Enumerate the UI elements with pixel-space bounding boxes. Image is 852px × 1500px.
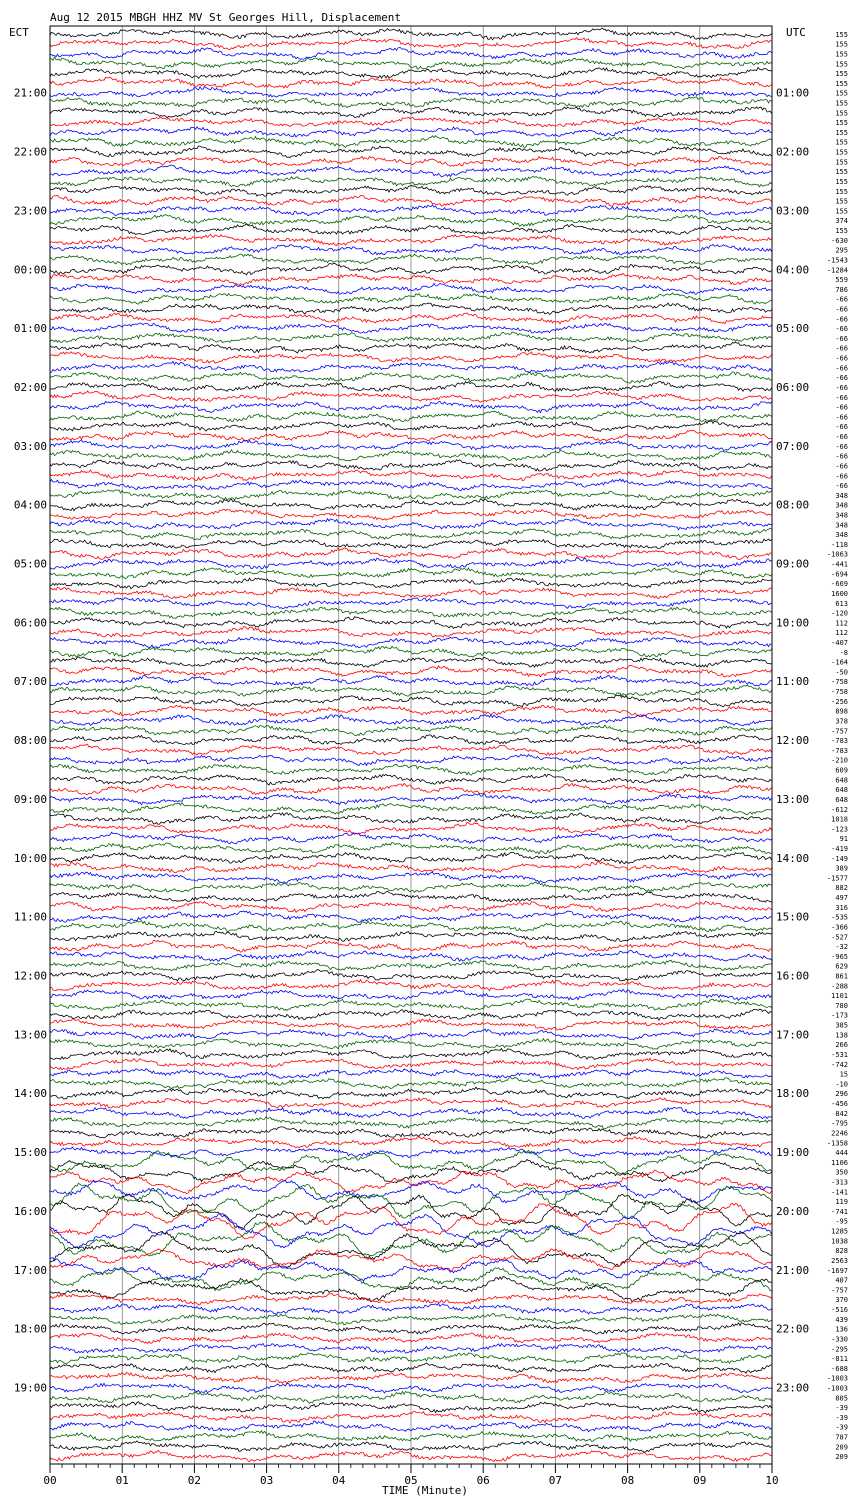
trace-offset-label: -516: [831, 1306, 848, 1315]
trace-offset-label: -407: [831, 639, 848, 648]
trace-offset-label: 155: [835, 138, 848, 147]
left-hour-label: 00:00: [13, 263, 47, 277]
trace-offset-label: 861: [835, 972, 848, 981]
trace-offset-label: -95: [835, 1217, 848, 1226]
trace-offset-label: -32: [835, 943, 848, 952]
left-hour-label: 23:00: [13, 204, 47, 218]
x-axis-label: TIME (Minute): [381, 1484, 469, 1497]
trace-offset-label: -66: [835, 433, 848, 442]
left-hour-label: 19:00: [13, 1381, 47, 1395]
x-tick-label: 03: [259, 1474, 274, 1487]
trace-offset-label: 138: [835, 1031, 848, 1040]
trace-offset-label: 296: [835, 1090, 848, 1099]
trace-offset-label: 266: [835, 1041, 848, 1050]
trace-offset-label: 136: [835, 1325, 848, 1334]
trace-offset-label: 787: [835, 1433, 848, 1442]
left-timezone-label: ECT: [9, 26, 29, 39]
trace-offset-label: 407: [835, 1276, 848, 1285]
trace-offset-label: -66: [835, 383, 848, 392]
trace-offset-label: -256: [831, 697, 848, 706]
trace-offset-label: -8: [839, 648, 848, 657]
left-hour-label: 14:00: [13, 1087, 47, 1101]
trace-offset-label: 805: [835, 1394, 848, 1403]
right-hour-label: 20:00: [776, 1204, 810, 1218]
trace-offset-label: 370: [835, 1296, 848, 1305]
trace-offset-label: -66: [835, 393, 848, 402]
trace-offset-label: 348: [835, 531, 848, 540]
trace-offset-label: 1106: [831, 1158, 848, 1167]
trace-offset-label: -210: [831, 756, 848, 765]
trace-offset-label: -118: [831, 540, 848, 549]
trace-offset-label: -1358: [826, 1139, 848, 1148]
trace-offset-label: -441: [831, 560, 848, 569]
trace-offset-label: -295: [831, 1345, 848, 1354]
trace-offset-label: 648: [835, 786, 848, 795]
trace-offset-label: 350: [835, 1168, 848, 1177]
trace-offset-label: 348: [835, 501, 848, 510]
trace-offset-label: 15: [839, 1070, 848, 1079]
trace-offset-label: -66: [835, 364, 848, 373]
x-tick-label: 06: [476, 1474, 490, 1487]
trace-offset-label: -741: [831, 1207, 848, 1216]
trace-offset-label: 348: [835, 511, 848, 520]
left-hour-label: 17:00: [13, 1263, 47, 1277]
right-hour-label: 09:00: [776, 557, 810, 571]
trace-offset-label: 1018: [831, 815, 848, 824]
trace-offset-label: -66: [835, 442, 848, 451]
trace-offset-label: -66: [835, 423, 848, 432]
left-hour-label: 02:00: [13, 380, 47, 394]
trace-offset-label: 609: [835, 766, 848, 775]
trace-offset-label: 112: [835, 619, 848, 628]
trace-offset-label: -50: [835, 668, 848, 677]
trace-offset-label: -66: [835, 305, 848, 314]
trace-offset-label: 385: [835, 1021, 848, 1030]
trace-offset-label: -669: [831, 580, 848, 589]
trace-offset-label: 378: [835, 717, 848, 726]
trace-offset-label: 559: [835, 276, 848, 285]
left-hour-label: 18:00: [13, 1322, 47, 1336]
x-tick-label: 00: [43, 1474, 57, 1487]
trace-offset-label: -456: [831, 1100, 848, 1109]
trace-offset-label: 295: [835, 246, 848, 255]
right-hour-label: 13:00: [776, 792, 810, 806]
trace-offset-label: 155: [835, 197, 848, 206]
trace-offset-label: 209: [835, 1443, 848, 1452]
trace-offset-label: 2246: [831, 1129, 848, 1138]
left-hour-label: 01:00: [13, 322, 47, 336]
trace-offset-label: -123: [831, 825, 848, 834]
right-hour-label: 21:00: [776, 1263, 810, 1277]
trace-offset-label: 898: [835, 707, 848, 716]
trace-offset-label: -535: [831, 913, 848, 922]
trace-offset-label: 348: [835, 521, 848, 530]
trace-offset-label: -531: [831, 1050, 848, 1059]
right-hour-label: 01:00: [776, 86, 810, 100]
left-hour-label: 09:00: [13, 792, 47, 806]
trace-offset-label: -795: [831, 1119, 848, 1128]
trace-offset-label: 882: [835, 884, 848, 893]
trace-offset-label: -66: [835, 452, 848, 461]
right-hour-label: 05:00: [776, 322, 810, 336]
left-hour-label: 07:00: [13, 675, 47, 689]
x-tick-label: 07: [548, 1474, 563, 1487]
trace-offset-label: -66: [835, 413, 848, 422]
trace-offset-label: -120: [831, 609, 848, 618]
trace-offset-label: -1577: [826, 874, 848, 883]
right-hour-label: 15:00: [776, 910, 810, 924]
trace-offset-label: -66: [835, 472, 848, 481]
trace-offset-label: 444: [835, 1149, 848, 1158]
trace-offset-label: -783: [831, 737, 848, 746]
trace-offset-label: 155: [835, 119, 848, 128]
trace-offset-label: -366: [831, 923, 848, 932]
x-tick-label: 08: [620, 1474, 635, 1487]
trace-offset-label: 828: [835, 1247, 848, 1256]
right-hour-label: 17:00: [776, 1028, 810, 1042]
left-hour-label: 10:00: [13, 851, 47, 865]
trace-offset-label: 155: [835, 109, 848, 118]
left-hour-label: 04:00: [13, 498, 47, 512]
trace-offset-label: 1038: [831, 1237, 848, 1246]
trace-offset-label: 155: [835, 89, 848, 98]
trace-offset-label: -688: [831, 1364, 848, 1373]
trace-offset-label: 155: [835, 40, 848, 49]
left-hour-label: 11:00: [13, 910, 47, 924]
right-hour-label: 08:00: [776, 498, 810, 512]
trace-offset-label: 786: [835, 285, 848, 294]
trace-offset-label: 374: [835, 217, 848, 226]
trace-offset-label: -10: [835, 1080, 848, 1089]
trace-offset-label: -288: [831, 982, 848, 991]
left-hour-label: 05:00: [13, 557, 47, 571]
trace-offset-label: -783: [831, 746, 848, 755]
left-hour-label: 15:00: [13, 1146, 47, 1160]
trace-offset-label: 842: [835, 1109, 848, 1118]
right-hour-label: 18:00: [776, 1087, 810, 1101]
trace-offset-label: 389: [835, 864, 848, 873]
trace-offset-label: -66: [835, 344, 848, 353]
left-hour-label: 12:00: [13, 969, 47, 983]
trace-offset-label: 155: [835, 207, 848, 216]
trace-offset-label: -141: [831, 1188, 848, 1197]
right-hour-label: 07:00: [776, 439, 810, 453]
right-hour-label: 23:00: [776, 1381, 810, 1395]
trace-offset-label: 1285: [831, 1227, 848, 1236]
trace-offset-label: -1543: [826, 256, 848, 265]
trace-offset-label: -66: [835, 482, 848, 491]
trace-offset-label: 112: [835, 629, 848, 638]
right-timezone-label: UTC: [786, 26, 806, 39]
trace-offset-label: 648: [835, 795, 848, 804]
trace-offset-label: 629: [835, 962, 848, 971]
right-hour-label: 14:00: [776, 851, 810, 865]
left-hour-label: 22:00: [13, 145, 47, 159]
trace-offset-label: 155: [835, 177, 848, 186]
x-tick-label: 10: [765, 1474, 779, 1487]
trace-offset-label: 155: [835, 187, 848, 196]
left-hour-label: 21:00: [13, 86, 47, 100]
right-hour-label: 16:00: [776, 969, 810, 983]
trace-offset-label: 155: [835, 148, 848, 157]
trace-offset-label: 155: [835, 60, 848, 69]
trace-offset-label: -39: [835, 1413, 848, 1422]
trace-offset-label: 91: [839, 835, 848, 844]
trace-offset-label: -527: [831, 933, 848, 942]
trace-offset-label: 155: [835, 128, 848, 137]
trace-offset-label: -1284: [826, 266, 848, 275]
trace-offset-label: 316: [835, 903, 848, 912]
trace-offset-label: -66: [835, 374, 848, 383]
trace-offset-label: -66: [835, 295, 848, 304]
trace-offset-label: -39: [835, 1423, 848, 1432]
trace-offset-label: 613: [835, 599, 848, 608]
trace-offset-label: 348: [835, 491, 848, 500]
right-hour-label: 04:00: [776, 263, 810, 277]
trace-offset-label: -757: [831, 1286, 848, 1295]
trace-offset-label: -1063: [826, 550, 848, 559]
x-tick-label: 02: [187, 1474, 202, 1487]
trace-offset-label: 439: [835, 1315, 848, 1324]
trace-offset-label: 2563: [831, 1256, 848, 1265]
right-hour-label: 19:00: [776, 1146, 810, 1160]
trace-offset-label: 155: [835, 70, 848, 79]
trace-offset-label: -173: [831, 1011, 848, 1020]
trace-offset-label: -66: [835, 354, 848, 363]
trace-offset-label: -1003: [826, 1374, 848, 1383]
x-tick-label: 09: [693, 1474, 707, 1487]
trace-offset-label: -612: [831, 805, 848, 814]
trace-offset-label: -66: [835, 403, 848, 412]
trace-offset-label: -1003: [826, 1384, 848, 1393]
trace-offset-label: -149: [831, 854, 848, 863]
trace-offset-label: 648: [835, 776, 848, 785]
trace-offset-label: -66: [835, 325, 848, 334]
trace-offset-label: 119: [835, 1198, 848, 1207]
chart-title: Aug 12 2015 MBGH HHZ MV St Georges Hill, Displacement: [50, 11, 401, 24]
right-hour-label: 22:00: [776, 1322, 810, 1336]
left-hour-label: 03:00: [13, 439, 47, 453]
trace-offset-label: 155: [835, 99, 848, 108]
trace-offset-label: -66: [835, 462, 848, 471]
left-hour-label: 08:00: [13, 734, 47, 748]
trace-offset-label: -39: [835, 1404, 848, 1413]
trace-offset-label: 155: [835, 158, 848, 167]
x-tick-label: 01: [115, 1474, 129, 1487]
x-tick-label: 05: [404, 1474, 418, 1487]
trace-offset-label: -757: [831, 727, 848, 736]
trace-offset-label: 497: [835, 894, 848, 903]
trace-offset-label: -630: [831, 236, 848, 245]
trace-offset-label: -694: [831, 570, 848, 579]
trace-offset-label: 155: [835, 79, 848, 88]
trace-offset-label: -758: [831, 688, 848, 697]
trace-offset-label: -1697: [826, 1266, 848, 1275]
trace-offset-label: -66: [835, 315, 848, 324]
left-hour-label: 16:00: [13, 1204, 47, 1218]
trace-offset-label: 780: [835, 1001, 848, 1010]
trace-offset-label: -313: [831, 1178, 848, 1187]
trace-offset-label: 1101: [831, 992, 848, 1001]
right-hour-label: 02:00: [776, 145, 810, 159]
trace-offset-label: -742: [831, 1060, 848, 1069]
trace-offset-label: -66: [835, 334, 848, 343]
trace-offset-label: 155: [835, 168, 848, 177]
trace-offset-label: 155: [835, 50, 848, 59]
left-hour-label: 06:00: [13, 616, 47, 630]
left-hour-label: 13:00: [13, 1028, 47, 1042]
trace-offset-label: 209: [835, 1453, 848, 1462]
trace-offset-label: 155: [835, 30, 848, 39]
right-hour-label: 11:00: [776, 675, 810, 689]
trace-offset-label: -811: [831, 1355, 848, 1364]
trace-offset-label: 155: [835, 227, 848, 236]
right-hour-label: 03:00: [776, 204, 810, 218]
trace-offset-label: -164: [831, 658, 848, 667]
right-hour-label: 12:00: [776, 734, 810, 748]
trace-offset-label: -330: [831, 1335, 848, 1344]
trace-offset-label: 1600: [831, 589, 848, 598]
trace-offset-label: -758: [831, 678, 848, 687]
right-hour-label: 10:00: [776, 616, 810, 630]
trace-offset-label: -419: [831, 844, 848, 853]
x-tick-label: 04: [332, 1474, 346, 1487]
right-hour-label: 06:00: [776, 380, 810, 394]
trace-offset-label: -965: [831, 952, 848, 961]
